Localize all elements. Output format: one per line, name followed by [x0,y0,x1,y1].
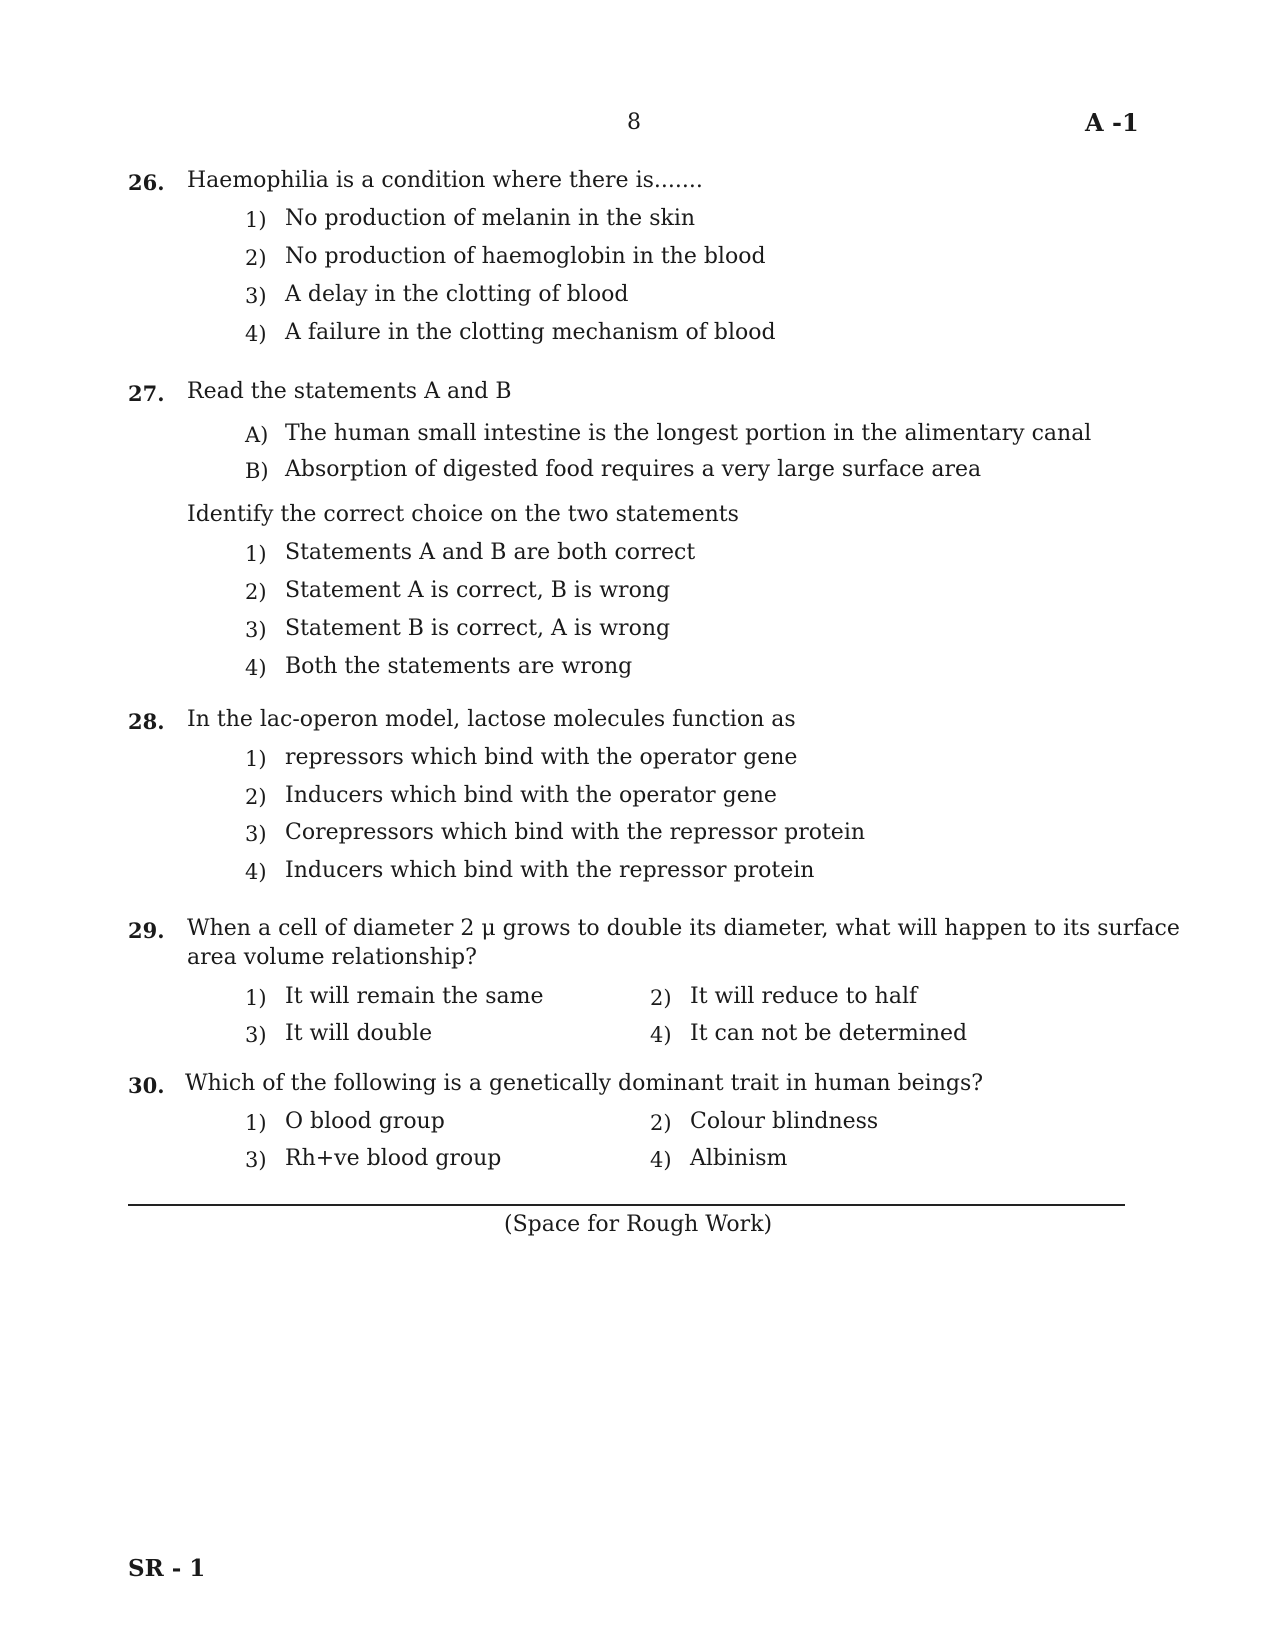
footer-series-code: SR - 1 [128,1555,206,1582]
question-number: 30. [128,1073,165,1098]
option-text: Both the statements are wrong [285,654,633,679]
option-text: No production of melanin in the skin [285,206,696,231]
option-text: It can not be determined [690,1021,968,1046]
option-text: Statements A and B are both correct [285,540,696,565]
question-text: Read the statements A and B [187,379,512,404]
statement-text: Absorption of digested food requires a very large surface area [285,457,982,482]
question-number: 29. [128,918,165,943]
option-label: 4) [245,860,267,884]
question-text-line1: When a cell of diameter 2 μ grows to double its diameter, what will happen to its surface [187,916,1180,941]
option-text: repressors which bind with the operator gene [285,745,798,770]
question-number: 26. [128,170,165,195]
option-label: 1) [245,542,267,566]
option-label: 1) [245,986,267,1010]
option-text: A delay in the clotting of blood [285,282,629,307]
option-text: A failure in the clotting mechanism of blood [285,320,776,345]
question-number: 28. [128,709,165,734]
statement-label: B) [245,459,269,483]
question-text: Which of the following is a genetically dominant trait in human beings? [185,1071,984,1096]
option-text: Colour blindness [690,1109,879,1134]
option-label: 3) [245,284,267,308]
page-number: 8 [627,110,641,135]
rough-work-label: (Space for Rough Work) [504,1212,773,1237]
option-text: Statement A is correct, B is wrong [285,578,671,603]
option-label: 1) [245,208,267,232]
option-text: Statement B is correct, A is wrong [285,616,671,641]
statement-label: A) [245,423,269,447]
question-instruction: Identify the correct choice on the two statements [187,502,739,527]
option-label: 2) [650,1111,672,1135]
question-text: In the lac-operon model, lactose molecules function as [187,707,796,732]
option-label: 3) [245,1023,267,1047]
option-text: It will remain the same [285,984,544,1009]
option-label: 4) [245,656,267,680]
paper-code: A -1 [1085,108,1139,137]
option-text: Corepressors which bind with the repressor protein [285,820,866,845]
option-label: 2) [245,580,267,604]
option-label: 1) [245,1111,267,1135]
statement-text: The human small intestine is the longest portion in the alimentary canal [285,421,1092,446]
option-text: No production of haemoglobin in the blood [285,244,766,269]
option-label: 2) [245,246,267,270]
option-label: 2) [245,785,267,809]
option-text: Inducers which bind with the repressor protein [285,858,815,883]
option-label: 4) [650,1148,672,1172]
rough-work-divider [128,1204,1125,1206]
question-text-line2: area volume relationship? [187,945,477,970]
option-text: Albinism [690,1146,788,1171]
option-label: 4) [650,1023,672,1047]
question-number: 27. [128,381,165,406]
option-label: 2) [650,986,672,1010]
option-text: It will double [285,1021,433,1046]
option-text: Rh+ve blood group [285,1146,502,1171]
option-label: 3) [245,1148,267,1172]
option-text: O blood group [285,1109,445,1134]
option-label: 3) [245,618,267,642]
question-text: Haemophilia is a condition where there is....... [187,168,703,193]
option-label: 3) [245,822,267,846]
option-text: It will reduce to half [690,984,918,1009]
option-label: 4) [245,322,267,346]
option-label: 1) [245,747,267,771]
option-text: Inducers which bind with the operator gene [285,783,777,808]
